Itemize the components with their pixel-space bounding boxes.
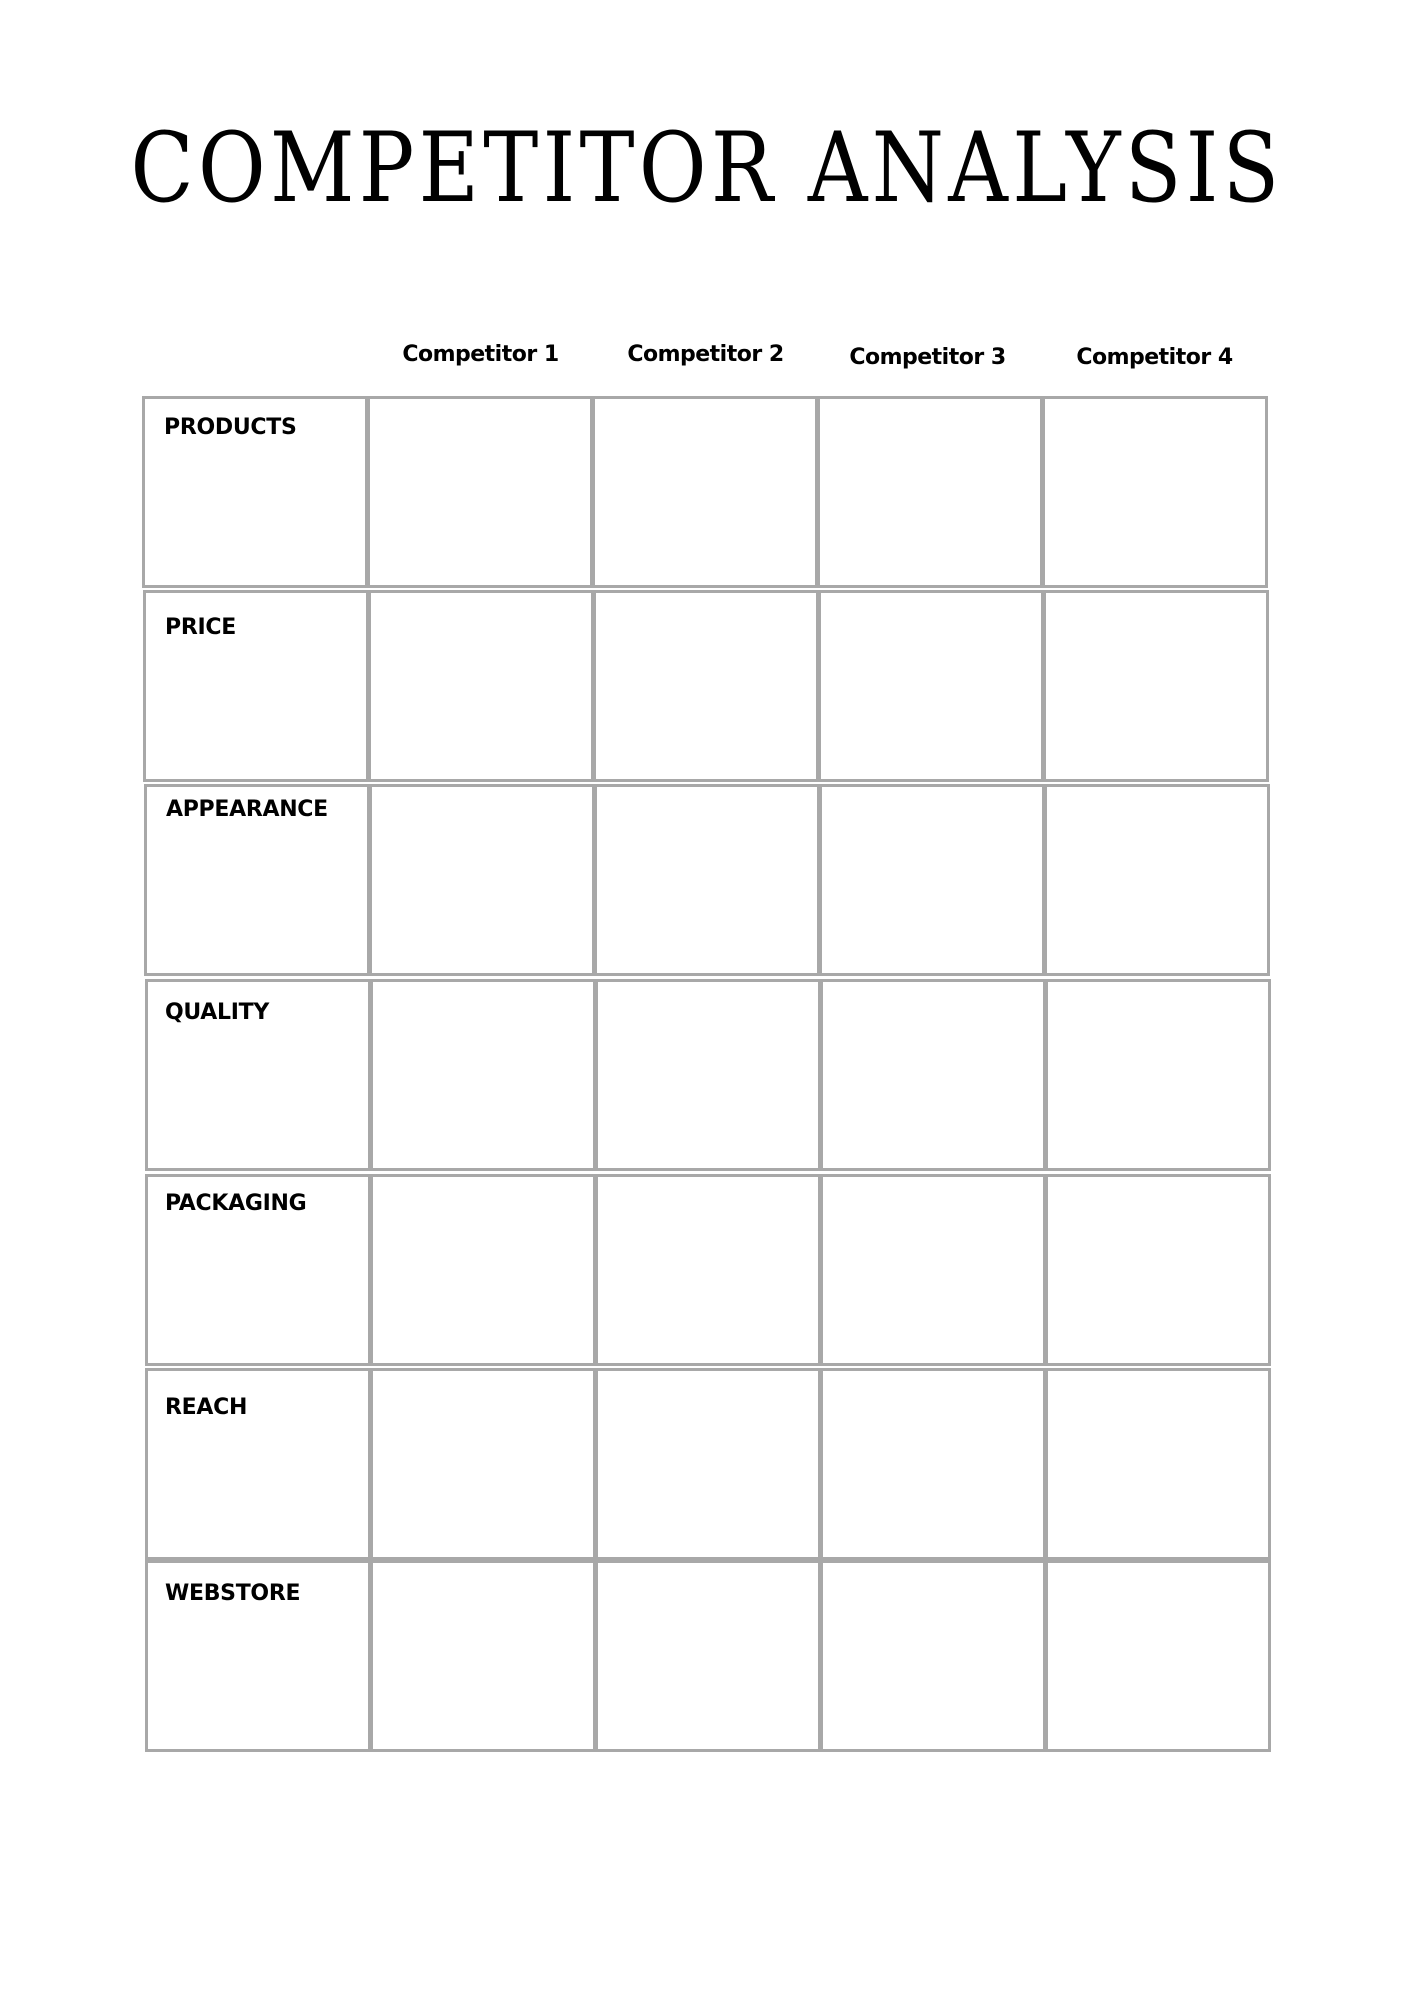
column-header-competitor-1: Competitor 1 — [402, 342, 559, 367]
table-row-price — [143, 590, 1273, 782]
cell-products-competitor-3[interactable] — [817, 396, 1043, 588]
row-label-products: PRODUCTS — [164, 415, 297, 440]
row-label-appearance: APPEARANCE — [166, 797, 328, 822]
cell-webstore-competitor-2[interactable] — [595, 1560, 821, 1752]
cell-products-competitor-1[interactable] — [367, 396, 593, 588]
cell-quality-competitor-4[interactable] — [1045, 979, 1271, 1171]
row-label-cell — [145, 1368, 371, 1560]
cell-appearance-competitor-3[interactable] — [819, 784, 1045, 976]
column-header-competitor-2: Competitor 2 — [627, 342, 784, 367]
cell-appearance-competitor-1[interactable] — [369, 784, 595, 976]
cell-packaging-competitor-3[interactable] — [820, 1174, 1046, 1366]
table-row-quality — [145, 979, 1275, 1171]
cell-reach-competitor-3[interactable] — [820, 1368, 1046, 1560]
row-label-cell — [142, 396, 368, 588]
cell-price-competitor-3[interactable] — [818, 590, 1044, 782]
row-label-packaging: PACKAGING — [165, 1191, 307, 1216]
row-label-webstore: WEBSTORE — [165, 1581, 301, 1606]
table-row-reach — [145, 1368, 1275, 1560]
cell-packaging-competitor-1[interactable] — [370, 1174, 596, 1366]
cell-quality-competitor-3[interactable] — [820, 979, 1046, 1171]
table-row-webstore — [145, 1560, 1275, 1752]
cell-products-competitor-4[interactable] — [1042, 396, 1268, 588]
row-label-cell — [143, 590, 369, 782]
cell-appearance-competitor-2[interactable] — [594, 784, 820, 976]
cell-webstore-competitor-1[interactable] — [370, 1560, 596, 1752]
row-label-cell — [145, 1174, 371, 1366]
row-label-quality: QUALITY — [165, 1000, 269, 1025]
cell-reach-competitor-1[interactable] — [370, 1368, 596, 1560]
cell-reach-competitor-4[interactable] — [1045, 1368, 1271, 1560]
cell-appearance-competitor-4[interactable] — [1044, 784, 1270, 976]
column-header-competitor-4: Competitor 4 — [1076, 345, 1233, 370]
table-row-appearance — [144, 784, 1274, 976]
cell-products-competitor-2[interactable] — [592, 396, 818, 588]
row-label-cell — [144, 784, 370, 976]
table-row-products — [142, 396, 1272, 588]
page-title: COMPETITOR ANALYSIS — [130, 112, 1284, 224]
table-row-packaging — [145, 1174, 1275, 1366]
row-label-reach: REACH — [165, 1395, 248, 1420]
cell-price-competitor-4[interactable] — [1043, 590, 1269, 782]
cell-quality-competitor-2[interactable] — [595, 979, 821, 1171]
cell-price-competitor-1[interactable] — [368, 590, 594, 782]
row-label-cell — [145, 1560, 371, 1752]
cell-packaging-competitor-2[interactable] — [595, 1174, 821, 1366]
cell-quality-competitor-1[interactable] — [370, 979, 596, 1171]
cell-price-competitor-2[interactable] — [593, 590, 819, 782]
cell-webstore-competitor-4[interactable] — [1045, 1560, 1271, 1752]
cell-packaging-competitor-4[interactable] — [1045, 1174, 1271, 1366]
row-label-price: PRICE — [165, 615, 236, 640]
row-label-cell — [145, 979, 371, 1171]
cell-webstore-competitor-3[interactable] — [820, 1560, 1046, 1752]
cell-reach-competitor-2[interactable] — [595, 1368, 821, 1560]
column-header-competitor-3: Competitor 3 — [849, 345, 1006, 370]
